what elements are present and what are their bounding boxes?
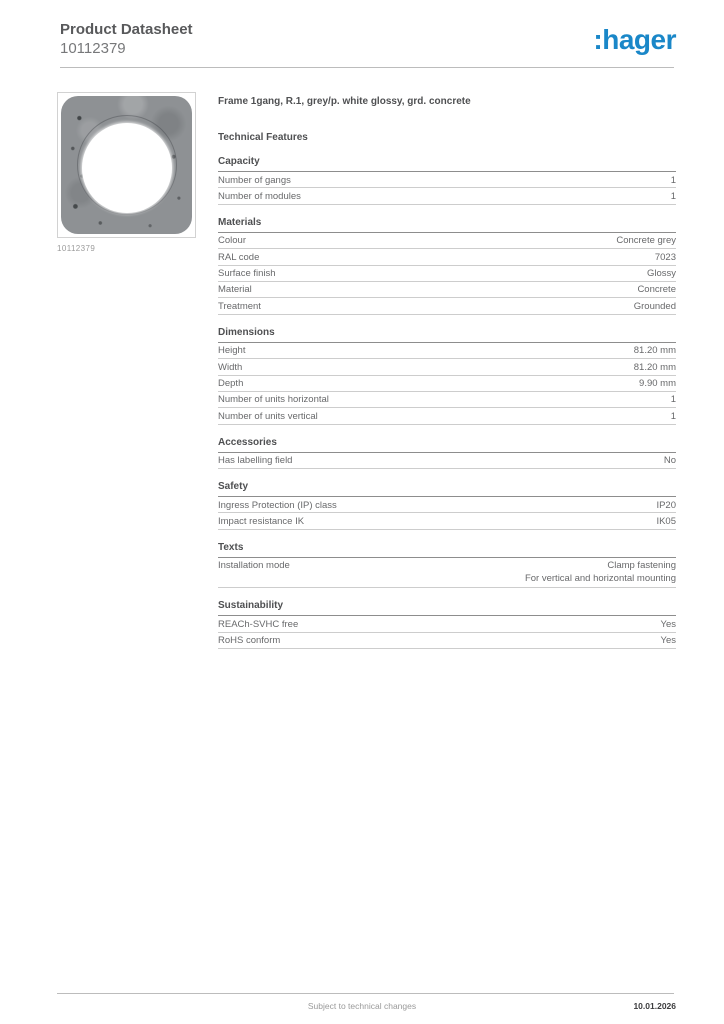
spec-row xyxy=(218,513,676,529)
spec-row xyxy=(218,408,676,424)
spec-row xyxy=(218,343,676,359)
section-title: Safety xyxy=(218,481,676,497)
spec-label: Installation mode xyxy=(218,560,290,572)
specs-column xyxy=(197,92,676,649)
spec-row xyxy=(218,376,676,392)
spec-value: Clamp fastening For vertical and horizontal mounting xyxy=(524,560,676,585)
spec-value: IK05 xyxy=(656,515,676,527)
spec-row xyxy=(218,172,676,188)
spec-row xyxy=(218,233,676,249)
spec-value: 1 xyxy=(670,190,676,202)
product-title: Frame 1gang, R.1, grey/p. white glossy, grd. concrete xyxy=(218,96,471,107)
section-title: Accessories xyxy=(218,437,676,453)
spec-value: Yes xyxy=(660,635,676,647)
spec-label: Treatment xyxy=(218,300,261,312)
spec-row xyxy=(218,282,676,298)
spec-label: Surface finish xyxy=(218,268,276,280)
page-header xyxy=(0,0,724,58)
section-title: Dimensions xyxy=(218,327,676,343)
spec-label: Number of units vertical xyxy=(218,410,318,422)
section-capacity xyxy=(218,156,676,205)
spec-value: Concrete grey xyxy=(616,235,676,247)
section-title: Sustainability xyxy=(218,600,676,616)
spec-value: 81.20 mm xyxy=(633,361,676,373)
spec-sections xyxy=(218,156,676,649)
spec-label: Ingress Protection (IP) class xyxy=(218,499,337,511)
frame-center-hole xyxy=(82,123,172,213)
document-product-number: 10112379 xyxy=(60,40,126,57)
spec-row xyxy=(218,298,676,314)
product-image xyxy=(57,92,196,238)
document-title: Product Datasheet xyxy=(60,21,193,38)
spec-label: REACh-SVHC free xyxy=(218,618,299,630)
spec-value: IP20 xyxy=(656,499,676,511)
spec-value: Glossy xyxy=(646,268,676,280)
spec-row xyxy=(218,616,676,632)
section-dimensions xyxy=(218,327,676,425)
spec-row xyxy=(218,497,676,513)
spec-label: Number of modules xyxy=(218,190,301,202)
spec-row xyxy=(218,453,676,469)
page-footer xyxy=(0,993,724,1024)
spec-value: 1 xyxy=(670,410,676,422)
concrete-frame-image xyxy=(61,96,192,234)
spec-label: Depth xyxy=(218,378,244,390)
spec-row xyxy=(218,633,676,649)
spec-label: RAL code xyxy=(218,251,260,263)
spec-row xyxy=(218,558,676,589)
section-materials xyxy=(218,217,676,315)
hager-logo: :hager xyxy=(593,24,676,55)
spec-label: Material xyxy=(218,284,252,296)
product-image-caption: 10112379 xyxy=(57,244,96,253)
spec-row xyxy=(218,249,676,265)
spec-label: Number of gangs xyxy=(218,174,291,186)
footer-row xyxy=(0,994,724,1024)
footer-date: 10.01.2026 xyxy=(633,1001,676,1011)
spec-value: Grounded xyxy=(633,300,676,312)
spec-label: Has labelling field xyxy=(218,455,293,467)
section-title: Texts xyxy=(218,542,676,558)
spec-label: Colour xyxy=(218,235,246,247)
product-image-column xyxy=(57,92,197,649)
section-safety xyxy=(218,481,676,530)
header-left xyxy=(60,21,193,58)
spec-label: Impact resistance IK xyxy=(218,515,305,527)
spec-label: Height xyxy=(218,345,246,357)
spec-row xyxy=(218,188,676,204)
spec-value: Yes xyxy=(660,618,676,630)
content-area xyxy=(0,68,724,649)
spec-value: 81.20 mm xyxy=(633,345,676,357)
spec-label: Width xyxy=(218,361,243,373)
spec-row xyxy=(218,266,676,282)
spec-value: 1 xyxy=(670,394,676,406)
spec-row xyxy=(218,359,676,375)
spec-value: 1 xyxy=(670,174,676,186)
spec-value: 7023 xyxy=(654,251,676,263)
spec-label: RoHS conform xyxy=(218,635,281,647)
spec-value: Concrete xyxy=(637,284,676,296)
spec-value: 9.90 mm xyxy=(639,378,676,390)
technical-features-heading: Technical Features xyxy=(218,132,308,143)
spec-row xyxy=(218,392,676,408)
section-title: Capacity xyxy=(218,156,676,172)
section-title: Materials xyxy=(218,217,676,233)
section-sustainability xyxy=(218,600,676,649)
section-texts xyxy=(218,542,676,589)
footer-note: Subject to technical changes xyxy=(307,1001,417,1011)
spec-value: No xyxy=(663,455,676,467)
section-accessories xyxy=(218,437,676,469)
spec-label: Number of units horizontal xyxy=(218,394,329,406)
